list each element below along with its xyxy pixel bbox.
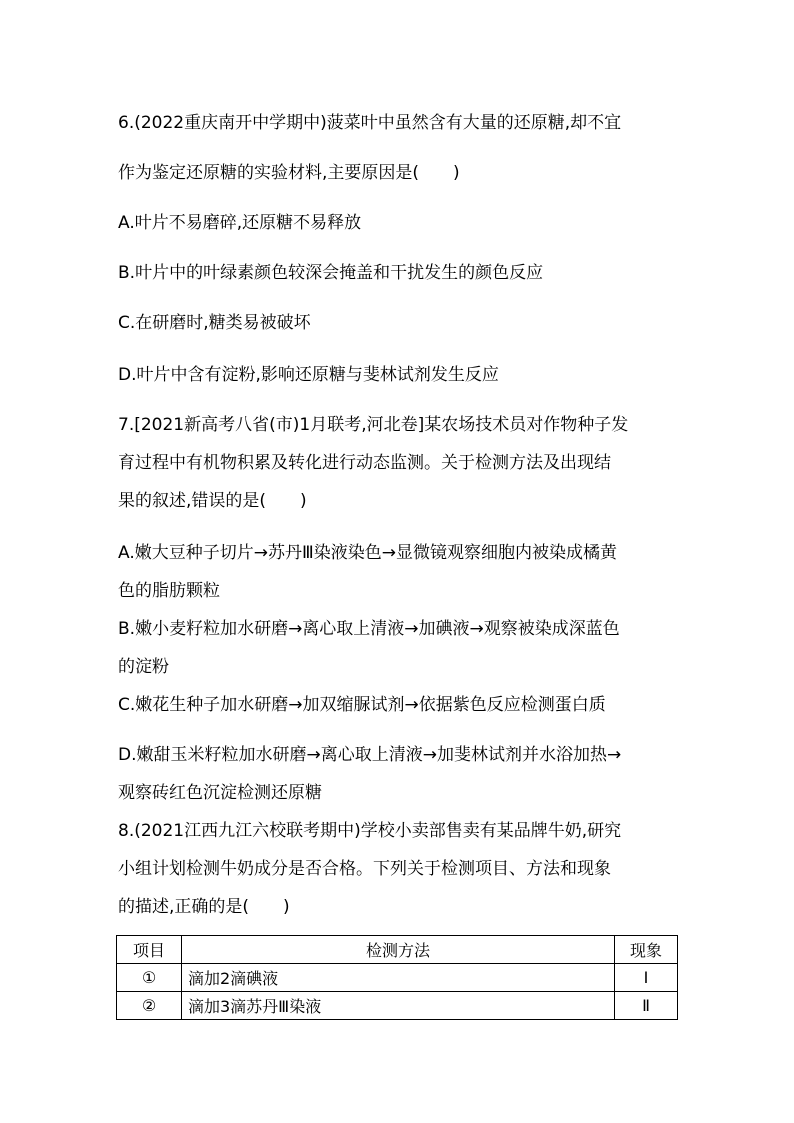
question-6-option-a: A.叶片不易磨碎,还原糖不易释放 [118,213,362,233]
table-header-row [117,936,678,964]
question-7-stem-line-1: 7.[2021新高考八省(市)1月联考,河北卷]某农场技术员对作物种子发 [118,415,629,435]
question-6-stem-line-1: 6.(2022重庆南开中学期中)菠菜叶中虽然含有大量的还原糖,却不宜 [118,113,622,133]
table-cell-method: 滴加2滴碘液 [182,964,615,992]
table-cell-method: 滴加3滴苏丹Ⅲ染液 [182,992,615,1020]
question-7-option-b-line-1: B.嫩小麦籽粒加水研磨→离心取上清液→加碘液→观察被染成深蓝色 [118,619,620,639]
table-cell-item: ② [117,992,182,1020]
table-header-item: 项目 [117,936,182,964]
table-cell-result: Ⅱ [615,992,678,1020]
table-row [117,992,678,1020]
question-7-option-b-line-2: 的淀粉 [118,657,169,677]
question-6-option-c: C.在研磨时,糖类易被破坏 [118,313,311,333]
question-6-option-d: D.叶片中含有淀粉,影响还原糖与斐林试剂发生反应 [118,365,499,385]
question-7-option-d-line-2: 观察砖红色沉淀检测还原糖 [118,783,322,803]
question-7-option-c: C.嫩花生种子加水研磨→加双缩脲试剂→依据紫色反应检测蛋白质 [118,695,606,715]
detection-table [116,935,678,1020]
table-cell-result: Ⅰ [615,964,678,992]
question-6-option-b: B.叶片中的叶绿素颜色较深会掩盖和干扰发生的颜色反应 [118,263,544,283]
question-8-stem-line-1: 8.(2021江西九江六校联考期中)学校小卖部售卖有某品牌牛奶,研究 [118,821,622,841]
question-7-stem-line-3: 果的叙述,错误的是( ) [118,491,307,511]
question-7-option-a-line-2: 色的脂肪颗粒 [118,581,220,601]
question-7-stem-line-2: 育过程中有机物积累及转化进行动态监测。关于检测方法及出现结 [118,453,611,473]
question-7-option-a-line-1: A.嫩大豆种子切片→苏丹Ⅲ染液染色→显微镜观察细胞内被染成橘黄 [118,543,617,563]
question-8-stem-line-2: 小组计划检测牛奶成分是否合格。下列关于检测项目、方法和现象 [118,859,611,879]
question-8-stem-line-3: 的描述,正确的是( ) [118,897,290,917]
table-cell-item: ① [117,964,182,992]
table-header-result: 现象 [615,936,678,964]
table-row [117,964,678,992]
question-7-option-d-line-1: D.嫩甜玉米籽粒加水研磨→离心取上清液→加斐林试剂并水浴加热→ [118,745,622,765]
question-6-stem-line-2: 作为鉴定还原糖的实验材料,主要原因是( ) [118,163,460,183]
table-header-method: 检测方法 [182,936,615,964]
